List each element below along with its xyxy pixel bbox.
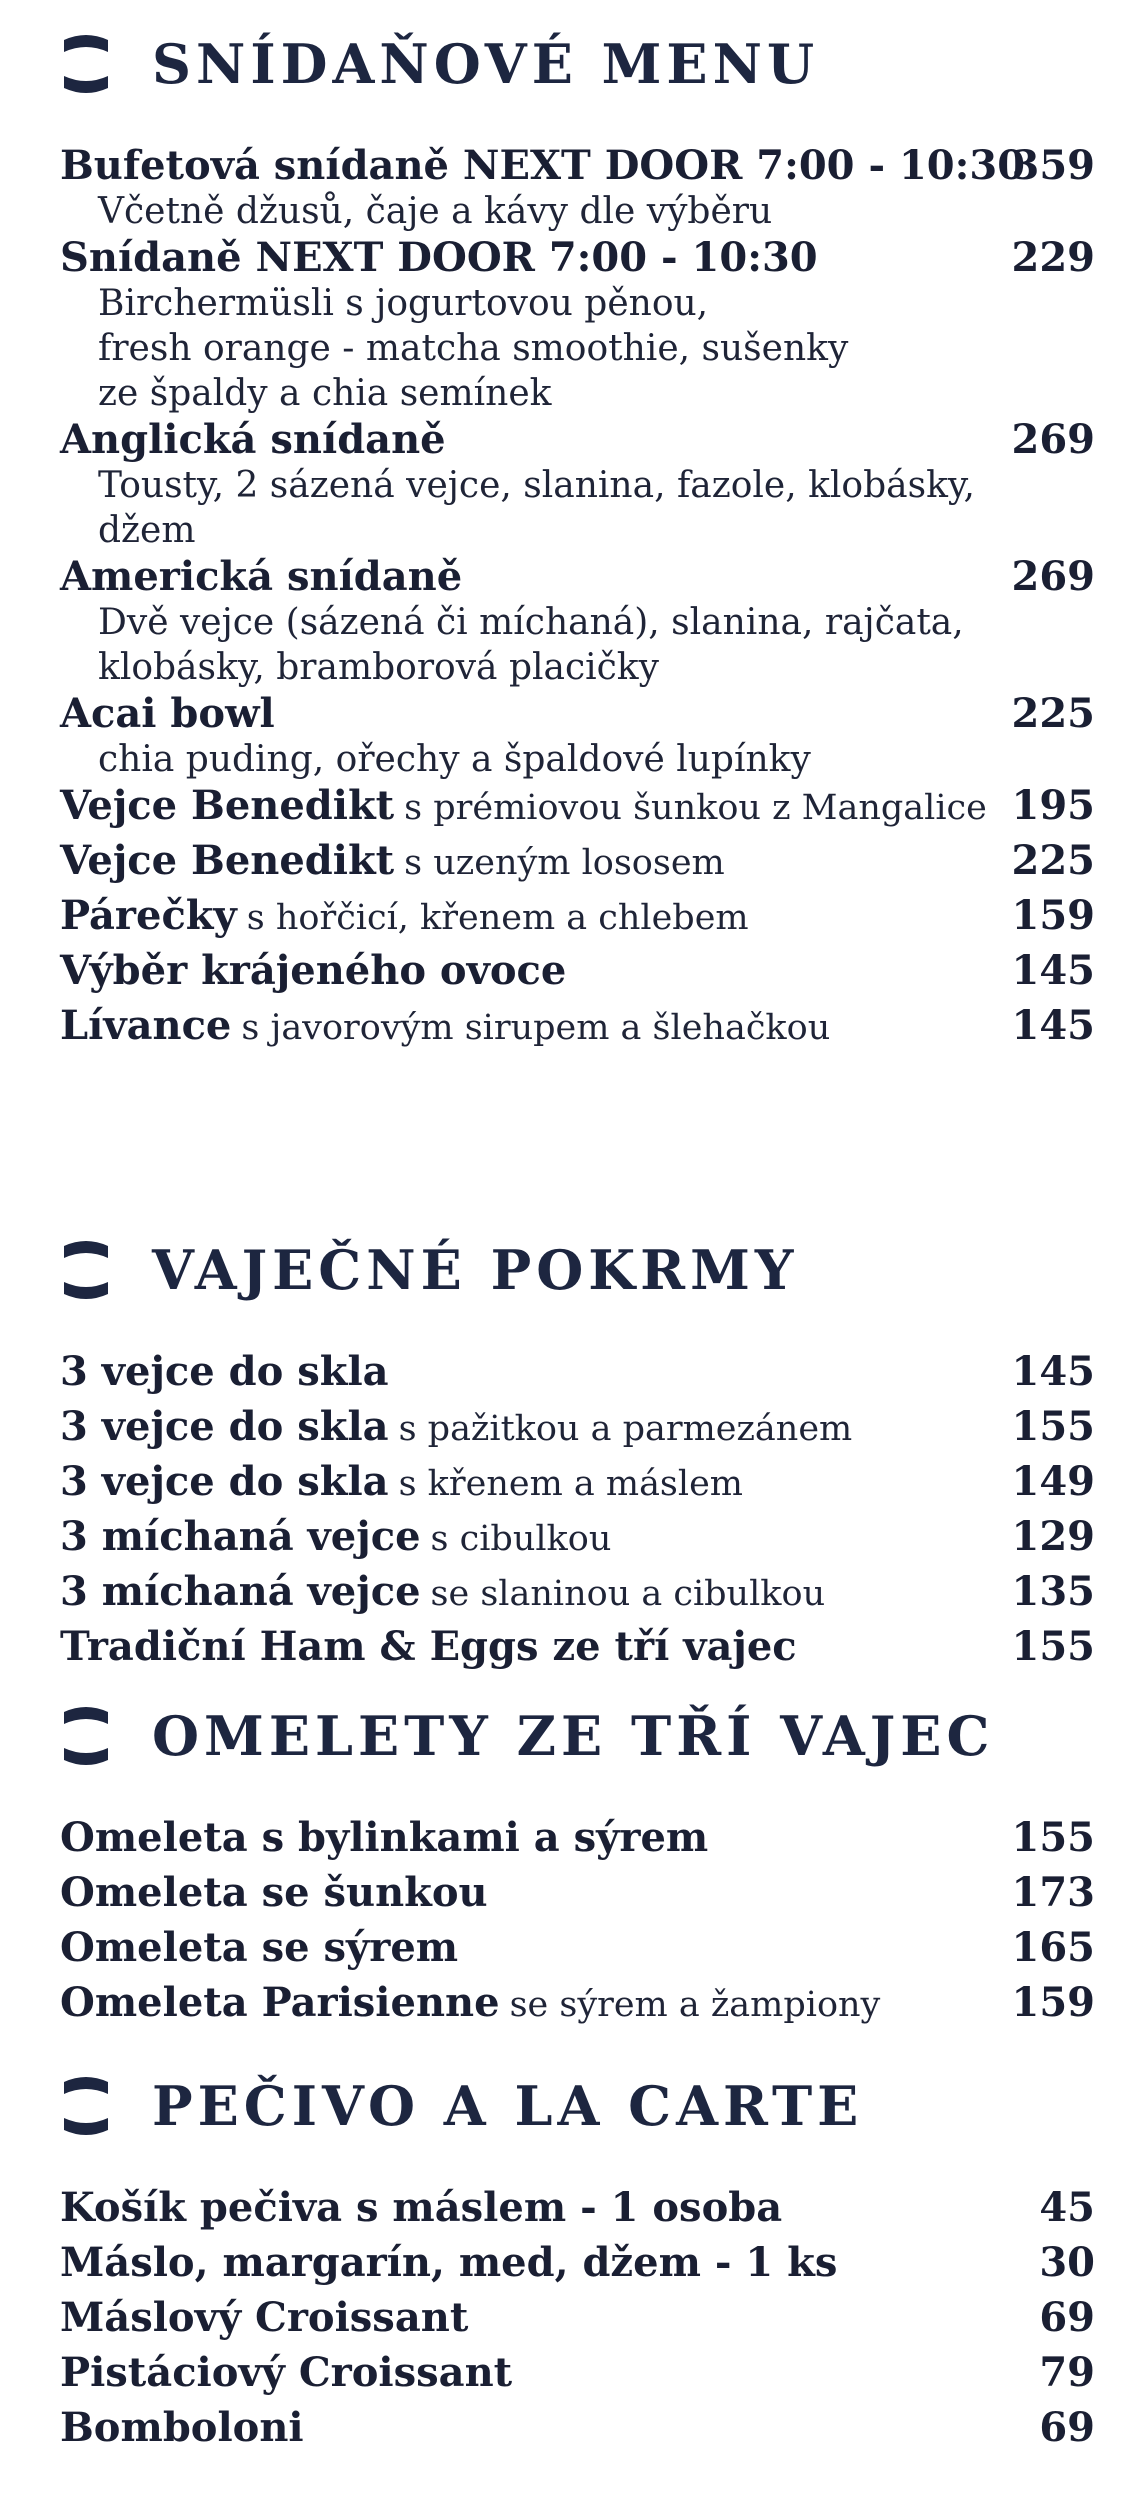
description-line: fresh orange - matcha smoothie, sušenky: [98, 328, 849, 369]
menu-item-row: [60, 1513, 975, 1560]
menu-item: [60, 2239, 1095, 2294]
menu-item-row: [60, 1979, 975, 2026]
section-header: [60, 1220, 1095, 1320]
menu-item-row: [60, 782, 987, 829]
description-line: klobásky, bramborová placičky: [98, 647, 659, 688]
menu-item: [60, 1348, 1095, 1403]
menu-item: [60, 1869, 1095, 1924]
menu-item: [60, 2404, 1095, 2459]
menu-item: [60, 1513, 1095, 1568]
item-note: s javorovým sirupem a šlehačkou: [241, 1008, 831, 1048]
item-description: [60, 189, 975, 234]
section-pastry: [60, 2056, 1095, 2459]
menu-item-row: [60, 2184, 975, 2231]
menu-item-row: [60, 1623, 975, 1670]
flag-stripe-icon: [60, 2074, 112, 2138]
menu-item: [60, 234, 1095, 416]
item-name: Párečky: [60, 892, 237, 939]
item-price: 145: [1011, 1348, 1095, 1395]
menu-item-row: [60, 892, 975, 939]
item-price: 155: [1011, 1403, 1095, 1450]
menu-item-row: [60, 234, 975, 281]
item-name: Bufetová snídaně NEXT DOOR 7:00 - 10:30: [60, 142, 1026, 189]
item-description: [60, 600, 975, 690]
section-title: PEČIVO A LA CARTE: [152, 2074, 864, 2138]
item-price: 155: [1011, 1623, 1095, 1670]
section-egg-dishes: [60, 1220, 1095, 1678]
item-list: [60, 1348, 1095, 1678]
item-list: [60, 2184, 1095, 2459]
menu-item-row: [60, 2404, 975, 2451]
menu-item: [60, 837, 1095, 892]
item-name: Vejce Benedikt: [60, 837, 395, 884]
item-description: [60, 737, 975, 782]
item-name: Lívance: [60, 1002, 232, 1049]
menu-item: [60, 1568, 1095, 1623]
item-list: [60, 1814, 1095, 2034]
item-name: Omeleta se šunkou: [60, 1869, 488, 1916]
menu-item-row: [60, 1814, 975, 1861]
menu-item-row: [60, 1924, 975, 1971]
item-name: 3 vejce do skla: [60, 1403, 389, 1450]
item-price: 149: [1011, 1458, 1095, 1505]
menu-item-row: [60, 1458, 975, 1505]
item-price: 165: [1011, 1924, 1095, 1971]
item-note: s cibulkou: [430, 1519, 612, 1559]
item-price: 229: [1011, 234, 1095, 281]
menu-item-row: [60, 142, 1026, 189]
item-price: 145: [1011, 1002, 1095, 1049]
menu-item: [60, 1924, 1095, 1979]
section-header: [60, 14, 1095, 114]
menu-item: [60, 1403, 1095, 1458]
item-price: 173: [1011, 1869, 1095, 1916]
item-price: 30: [1039, 2239, 1095, 2286]
item-price: 359: [1011, 142, 1095, 189]
menu-item-row: [60, 416, 975, 463]
item-price: 195: [1011, 782, 1095, 829]
item-note: s uzeným lososem: [404, 843, 725, 883]
item-price: 269: [1011, 416, 1095, 463]
menu-item-row: [60, 2239, 975, 2286]
item-name: Snídaně NEXT DOOR 7:00 - 10:30: [60, 234, 818, 281]
menu-item-row: [60, 553, 975, 600]
item-note: s hořčicí, křenem a chlebem: [246, 898, 749, 938]
item-price: 79: [1039, 2349, 1095, 2396]
menu-item: [60, 1623, 1095, 1678]
menu-item: [60, 1002, 1095, 1057]
menu-item: [60, 142, 1095, 234]
item-name: Košík pečiva s máslem - 1 osoba: [60, 2184, 783, 2231]
menu-item-row: [60, 947, 975, 994]
item-price: 269: [1011, 553, 1095, 600]
item-price: 225: [1011, 690, 1095, 737]
item-price: 45: [1039, 2184, 1095, 2231]
section-title: OMELETY ZE TŘÍ VAJEC: [152, 1704, 995, 1768]
item-name: Pistáciový Croissant: [60, 2349, 513, 2396]
section-omelettes: [60, 1686, 1095, 2034]
menu-item: [60, 1979, 1095, 2034]
item-name: Acai bowl: [60, 690, 275, 737]
item-name: Americká snídaně: [60, 553, 463, 600]
item-price: 69: [1039, 2294, 1095, 2341]
menu-item: [60, 947, 1095, 1002]
item-name: Bomboloni: [60, 2404, 304, 2451]
menu-item: [60, 2349, 1095, 2404]
item-name: 3 míchaná vejce: [60, 1568, 421, 1615]
menu-item-row: [60, 1869, 975, 1916]
flag-stripe-icon: [60, 1238, 112, 1302]
item-name: Anglická snídaně: [60, 416, 446, 463]
section-title: SNÍDAŇOVÉ MENU: [152, 32, 820, 96]
item-price: 225: [1011, 837, 1095, 884]
item-price: 159: [1011, 1979, 1095, 2026]
flag-stripe-icon: [60, 1704, 112, 1768]
menu-item-row: [60, 1348, 975, 1395]
item-price: 159: [1011, 892, 1095, 939]
section-header: [60, 2056, 1095, 2156]
item-name: Máslo, margarín, med, džem - 1 ks: [60, 2239, 838, 2286]
menu-item: [60, 2184, 1095, 2239]
item-description: [60, 463, 975, 553]
menu-item-row: [60, 2349, 975, 2396]
description-line: Birchermüsli s jogurtovou pěnou,: [98, 283, 709, 324]
menu-item: [60, 553, 1095, 690]
item-name: 3 vejce do skla: [60, 1458, 389, 1505]
menu-item-row: [60, 690, 975, 737]
item-price: 69: [1039, 2404, 1095, 2451]
menu-item-row: [60, 1568, 975, 1615]
menu-item: [60, 782, 1095, 837]
section-title: VAJEČNÉ POKRMY: [152, 1238, 799, 1302]
item-name: 3 míchaná vejce: [60, 1513, 421, 1560]
menu-item-row: [60, 837, 975, 884]
description-line: Včetně džusů, čaje a kávy dle výběru: [98, 191, 773, 232]
menu-item-row: [60, 2294, 975, 2341]
description-line: chia puding, ořechy a špaldové lupínky: [98, 739, 811, 780]
item-note: s křenem a máslem: [398, 1464, 743, 1504]
menu-item-row: [60, 1403, 975, 1450]
menu-item: [60, 416, 1095, 553]
menu-item-row: [60, 1002, 975, 1049]
description-line: Tousty, 2 sázená vejce, slanina, fazole, klobásky,: [98, 465, 975, 506]
item-name: Máslový Croissant: [60, 2294, 469, 2341]
item-description: [60, 281, 975, 416]
description-line: Dvě vejce (sázená či míchaná), slanina, rajčata,: [98, 602, 964, 643]
menu-item: [60, 2294, 1095, 2349]
item-price: 135: [1011, 1568, 1095, 1615]
item-name: Tradiční Ham & Eggs ze tří vajec: [60, 1623, 797, 1670]
item-name: Omeleta Parisienne: [60, 1979, 500, 2026]
item-price: 145: [1011, 947, 1095, 994]
item-name: Výběr krájeného ovoce: [60, 947, 567, 994]
flag-stripe-icon: [60, 32, 112, 96]
menu-item: [60, 690, 1095, 782]
menu-item: [60, 1814, 1095, 1869]
item-note: s prémiovou šunkou z Mangalice: [404, 788, 987, 828]
item-list: [60, 142, 1095, 1057]
menu-item: [60, 892, 1095, 947]
item-note: se sýrem a žampiony: [509, 1985, 881, 2025]
item-price: 155: [1011, 1814, 1095, 1861]
item-name: Omeleta s bylinkami a sýrem: [60, 1814, 709, 1861]
item-name: Vejce Benedikt: [60, 782, 395, 829]
item-name: Omeleta se sýrem: [60, 1924, 459, 1971]
item-note: se slaninou a cibulkou: [430, 1574, 826, 1614]
section-header: [60, 1686, 1095, 1786]
item-name: 3 vejce do skla: [60, 1348, 389, 1395]
menu-item: [60, 1458, 1095, 1513]
item-price: 129: [1011, 1513, 1095, 1560]
item-note: s pažitkou a parmezánem: [398, 1409, 853, 1449]
section-breakfast-menu: [60, 14, 1095, 1057]
description-line: džem: [98, 510, 196, 551]
description-line: ze špaldy a chia semínek: [98, 373, 552, 414]
